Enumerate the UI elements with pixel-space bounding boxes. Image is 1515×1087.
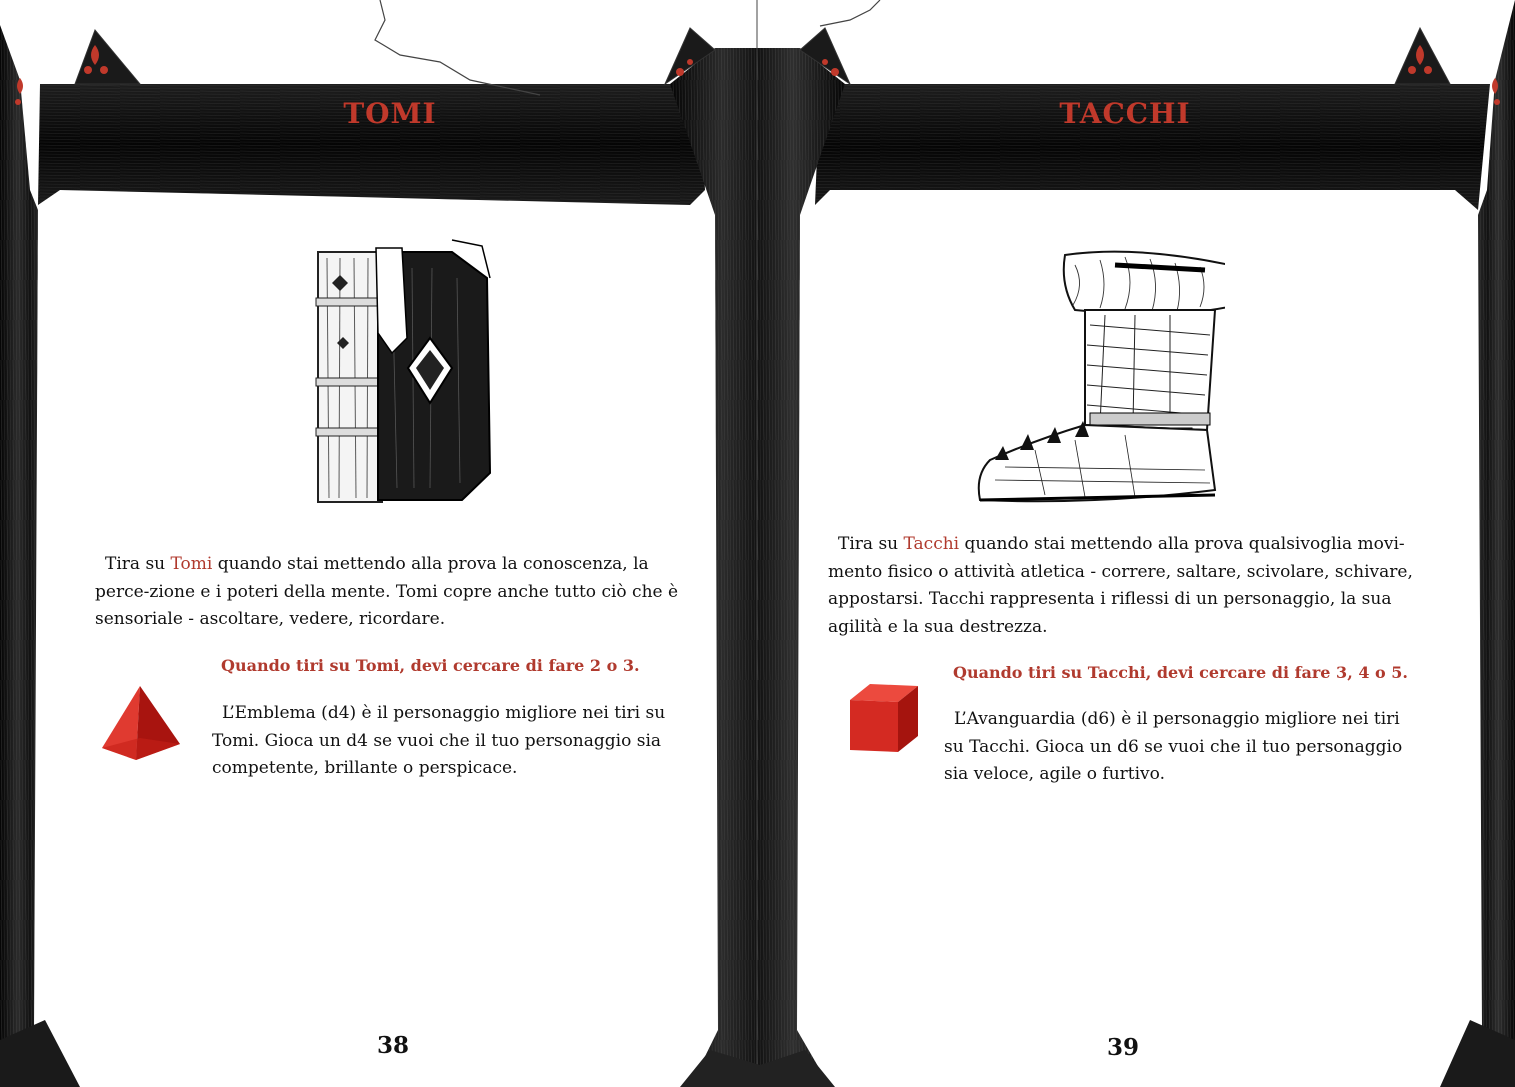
page-number-left: 38 <box>376 1032 409 1059</box>
keyword-tacchi: Tacchi <box>903 534 960 554</box>
intro-pre-right: Tira su <box>838 534 904 554</box>
intro-paragraph-right <box>828 531 1423 641</box>
intro-post-right: quando stai mettendo alla prova qualsivoglia movi-mento fisico o attività atletica - correre, saltare, scivolare, schivare, appostarsi. Tacchi rappresenta i riflessi di un personaggio, la sua agilità e la sua destrezza. <box>828 534 1413 637</box>
book-icon <box>312 238 492 513</box>
keyword-tomi: Tomi <box>170 554 213 574</box>
roll-rule-right: Quando tiri su Tacchi, devi cercare di fare 3, 4 o 5. <box>953 663 1408 682</box>
page-title-left: TOMI <box>343 97 437 130</box>
roll-rule-left: Quando tiri su Tomi, devi cercare di fare 2 o 3. <box>221 656 640 675</box>
die-description-right: L’Avanguardia (d6) è il personaggio migliore nei tiri su Tacchi. Gioca un d6 se vuoi che il tuo personaggio sia veloce, agile o furtivo. <box>944 709 1403 784</box>
page-title-right: TACCHI <box>1059 97 1191 130</box>
d4-die-icon <box>100 682 184 762</box>
d6-die-icon <box>846 680 922 754</box>
die-description-left: L’Emblema (d4) è il personaggio migliore nei tiri su Tomi. Gioca un d4 se vuoi che il tuo personaggio sia competente, brillante o perspicace. <box>212 703 666 778</box>
page-number-right: 39 <box>1106 1034 1139 1061</box>
intro-pre-left: Tira su <box>105 554 171 574</box>
intro-paragraph-left <box>95 551 685 634</box>
fur-boot-icon <box>975 245 1225 510</box>
intro-post-left: quando stai mettendo alla prova la conoscenza, la perce-zione e i poteri della mente. Tomi copre anche tutto ciò che è sensoriale - ascoltare, vedere, ricordare. <box>95 554 679 629</box>
